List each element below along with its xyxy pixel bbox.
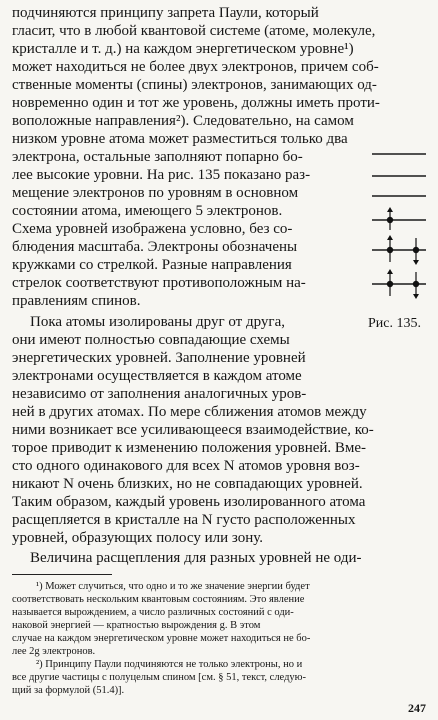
text-line: Таким образом, каждый уровень изолированного атома xyxy=(12,494,366,510)
text-line: правлениям спинов. xyxy=(12,293,141,309)
text-line: низком уровне атома может разместиться только два xyxy=(12,131,348,147)
paragraph-start-line: Величина расщепления для разных уровней не оди- xyxy=(30,550,362,566)
text-line: блюдения масштаба. Электроны обозначены xyxy=(12,239,298,255)
electron-spin-up xyxy=(387,235,393,262)
electron-spin-up xyxy=(387,269,393,296)
text-line: стрелок соответствуют противоположным на- xyxy=(12,275,306,291)
electron-spin-down xyxy=(413,272,419,299)
text-line: уровней, образующих полосу или зону. xyxy=(12,530,264,546)
footnote-line: называется вырождением, а число различных состояний с оди- xyxy=(12,607,294,618)
text-line: может находиться не более двух электронов, причем соб- xyxy=(12,59,379,75)
text-line: торое приводит к изменению положения уровней. Вме- xyxy=(12,440,367,456)
footnote-line: наковой энергией — кратностью вырождения g. В этом xyxy=(12,620,261,631)
footnote-line: ²) Принципу Паули подчиняются не только электроны, но и xyxy=(36,659,303,670)
footnote-divider xyxy=(12,574,112,575)
text-line: лее высокие уровни. На рис. 135 показано раз- xyxy=(12,167,311,183)
text-line: мещение электронов по уровням в основном xyxy=(12,185,299,201)
text-line: состоянии атома, имеющего 5 электронов. xyxy=(12,203,283,219)
footnote-line: случае на каждом энергетическом уровне может находиться не бо- xyxy=(12,633,311,644)
text-line: Схема уровней изображена условно, без со- xyxy=(12,221,293,237)
footnote-line: соответствовать нескольким квантовым состояниям. Это явление xyxy=(12,594,305,605)
footnote-line: лее 2g электронов. xyxy=(12,646,96,657)
page-number: 247 xyxy=(408,701,426,715)
electron-spin-up xyxy=(387,207,393,230)
text-line: ними возникает все усиливающееся взаимодействие, ко- xyxy=(12,422,374,438)
text-line: ней в других атомах. По мере сближения атомов между xyxy=(12,404,367,420)
text-line: воположные направления²). Следовательно, на самом xyxy=(12,113,354,129)
figure-caption: Рис. 135. xyxy=(368,316,421,331)
electron-spin-down xyxy=(413,238,419,265)
paragraph-start-line: Пока атомы изолированы друг от друга, xyxy=(30,314,285,330)
text-line: гласит, что в любой квантовой системе (атоме, молекуле, xyxy=(12,23,376,39)
text-line: новременно один и тот же уровень, должны иметь проти- xyxy=(12,95,380,111)
text-line: независимо от заполнения аналогичных уров- xyxy=(12,386,307,402)
text-line: кружками со стрелкой. Разные направления xyxy=(12,257,292,273)
footnote-line: все другие частицы с полуцелым спином [см. § 51, текст, следую- xyxy=(12,672,307,683)
energy-level-figure xyxy=(366,150,432,310)
text-line: ственные моменты (спины) электронов, занимающих од- xyxy=(12,77,377,93)
text-line: энергетических уровней. Заполнение уровней xyxy=(12,350,306,366)
text-line: расщепляется в кристалле на N густо расположенных xyxy=(12,512,356,528)
footnote-line: ¹) Может случиться, что одно и то же значение энергии будет xyxy=(36,581,310,592)
text-line: кристалле и т. д.) на каждом энергетическом уровне¹) xyxy=(12,41,354,57)
text-line: подчиняются принципу запрета Паули, который xyxy=(12,5,319,21)
text-line: сто одного одинакового для всех N атомов уровня воз- xyxy=(12,458,360,474)
footnote-line: щий за формулой (51.4)]. xyxy=(12,685,125,696)
text-line: электронами осуществляется в каждом атоме xyxy=(12,368,302,384)
text-line: никают N очень близких, но не совпадающих уровней. xyxy=(12,476,363,492)
text-line: они имеют полностью совпадающие схемы xyxy=(12,332,290,348)
text-line: электрона, остальные заполняют попарно бо- xyxy=(12,149,303,165)
